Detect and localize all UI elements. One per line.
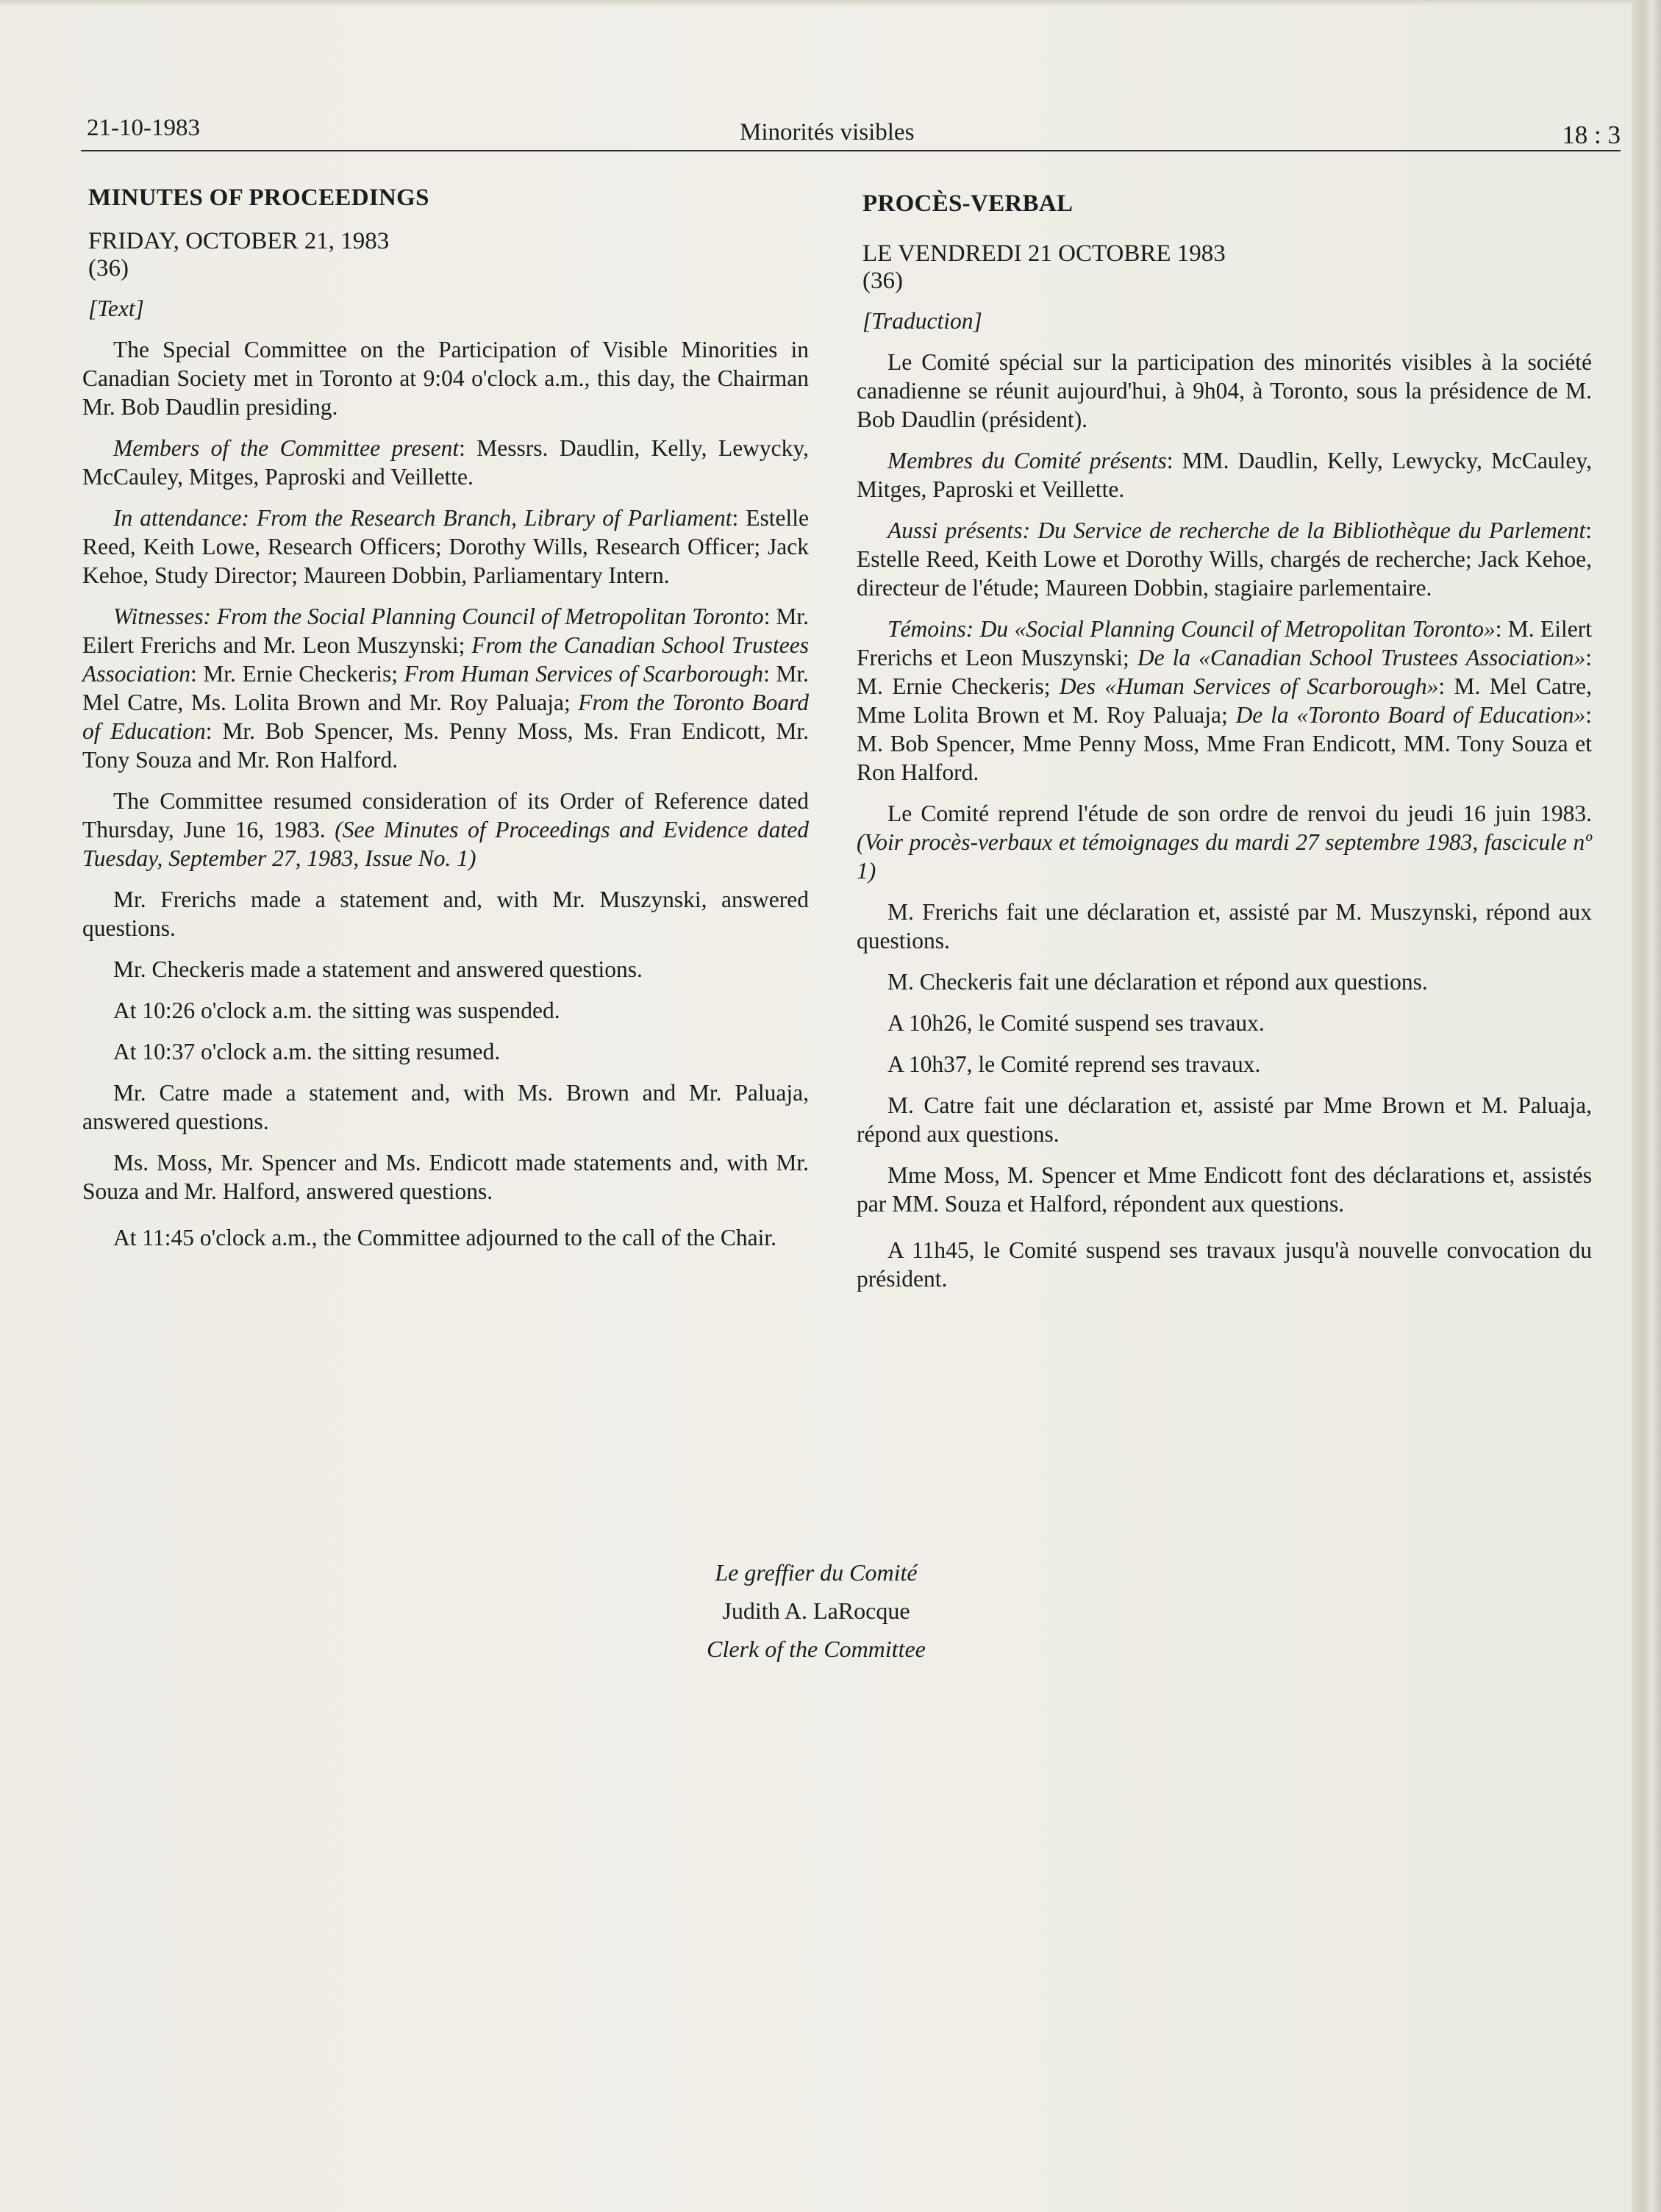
attendance-org: : From the Research Branch, Library of Parliament <box>241 505 732 531</box>
witnesses-paragraph <box>857 615 1592 787</box>
proceeding-paragraph: Mme Moss, M. Spencer et Mme Endicott font des déclarations et, assistés par MM. Souza et Halford, répondent aux questions. <box>857 1162 1592 1217</box>
witness-org-4: De la «Toronto Board of Education» <box>1235 702 1586 728</box>
proces-verbal-heading: PROCÈS-VERBAL <box>862 190 1074 217</box>
clerk-name: Judith A. LaRocque <box>722 1597 910 1624</box>
witness-names-1: : M. Eilert Frerichs et Leon Muszynski; <box>857 616 1593 670</box>
witness-names-3: : Mr. Mel Catre, Ms. Lolita Brown and Mr. Roy Paluaja; <box>82 661 809 715</box>
witness-names-2: : Mr. Ernie Checkeris; <box>190 661 404 687</box>
attendance-label: In attendance <box>113 505 242 531</box>
date-line-text: LE VENDREDI 21 OCTOBRE 1983 <box>862 240 1226 267</box>
attendance-text: : Estelle Reed, Keith Lowe, Research Officers; Dorothy Wills, Research Officer; Jack Kehoe, Study Director; Maureen Dobbin, Parliamentary Intern. <box>82 505 809 588</box>
members-present-paragraph <box>82 434 809 491</box>
date-line <box>88 228 809 282</box>
members-present-label: Membres du Comité présents <box>887 448 1167 473</box>
order-of-reference-paragraph <box>857 799 1592 885</box>
opening-paragraph: Le Comité spécial sur la participation des minorités visibles à la société canadienne se réunit aujourd'hui, à 9h04, à Toronto, sous la présidence de M. Bob Daudlin (président). <box>857 349 1592 432</box>
language-marker: [Text] <box>88 296 144 321</box>
header-title: Minorités visibles <box>740 119 915 146</box>
order-of-reference-citation: (Voir procès-verbaux et témoignages du mardi 27 septembre 1983, fascicule nº 1) <box>857 829 1592 884</box>
clerk-title-french: Le greffier du Comité <box>715 1559 918 1586</box>
order-of-reference-text: Le Comité reprend l'étude de son ordre de renvoi du jeudi 16 juin 1983. <box>887 801 1592 826</box>
witnesses-label: Witnesses <box>113 604 204 629</box>
sitting-number: (36) <box>88 255 129 282</box>
header-rule <box>81 150 1621 151</box>
page-right-edge <box>1632 0 1661 2212</box>
adjournment-paragraph: At 11:45 o'clock a.m., the Committee adjourned to the call of the Chair. <box>113 1225 777 1250</box>
witness-org-2: From the Canadian School Trustees Association <box>82 632 809 687</box>
witness-org-3: Des «Human Services of Scarborough» <box>1059 673 1439 699</box>
members-present-label: Members of the Committee present <box>113 435 460 461</box>
proceeding-paragraph: Mr. Checkeris made a statement and answered questions. <box>113 956 643 982</box>
order-of-reference-text: The Committee resumed consideration of its Order of Reference dated Thursday, June 16, 1983. <box>82 788 809 842</box>
date-line <box>862 240 1592 295</box>
page-header <box>81 109 1621 153</box>
proceeding-paragraph: At 10:37 o'clock a.m. the sitting resumed. <box>113 1039 501 1064</box>
witnesses-label: Témoins <box>887 616 966 642</box>
order-of-reference-paragraph <box>82 787 809 873</box>
witness-org-1: : From the Social Planning Council of Metropolitan Toronto <box>203 604 764 629</box>
witness-names-4: : M. Bob Spencer, Mme Penny Moss, Mme Fran Endicott, MM. Tony Souza et Ron Halford. <box>857 702 1593 785</box>
clerk-title-english: Clerk of the Committee <box>707 1636 926 1662</box>
witness-names-1: : Mr. Eilert Frerichs and Mr. Leon Muszynski; <box>82 604 809 658</box>
sitting-number: (36) <box>862 268 903 294</box>
witness-org-1: : Du «Social Planning Council of Metropolitan Toronto» <box>965 616 1496 642</box>
header-page-number: 18 : 3 <box>1562 121 1621 149</box>
minutes-heading: MINUTES OF PROCEEDINGS <box>88 185 429 211</box>
attendance-paragraph <box>857 516 1592 602</box>
attendance-label: Aussi présents <box>887 518 1023 543</box>
header-date: 21-10-1983 <box>87 115 200 141</box>
proceeding-paragraph: Mr. Catre made a statement and, with Ms. Brown and Mr. Paluaja, answered questions. <box>82 1080 809 1134</box>
members-present-paragraph <box>857 446 1592 504</box>
members-present-text: : MM. Daudlin, Kelly, Lewycky, McCauley, Mitges, Paproski et Veillette. <box>857 448 1592 502</box>
proceeding-paragraph: Mr. Frerichs made a statement and, with Mr. Muszynski, answered questions. <box>82 887 809 941</box>
witnesses-paragraph <box>82 602 809 774</box>
attendance-org: : Du Service de recherche de la Bibliothèque du Parlement <box>1022 518 1586 543</box>
proceeding-paragraph: M. Checkeris fait une déclaration et répond aux questions. <box>887 969 1428 995</box>
french-column <box>857 190 1592 1306</box>
witness-names-2: : M. Ernie Checkeris; <box>857 645 1592 699</box>
witness-names-4: : Mr. Bob Spencer, Ms. Penny Moss, Ms. Fran Endicott, Mr. Tony Souza and Mr. Ron Halford. <box>82 718 809 773</box>
witness-org-3: From Human Services of Scarborough <box>404 661 764 687</box>
proceeding-paragraph: M. Frerichs fait une déclaration et, assisté par M. Muszynski, répond aux questions. <box>857 899 1592 953</box>
page-top-edge <box>0 0 1661 7</box>
order-of-reference-citation: (See Minutes of Proceedings and Evidence dated Tuesday, September 27, 1983, Issue No. 1) <box>82 817 810 871</box>
members-present-text: : Messrs. Daudlin, Kelly, Lewycky, McCauley, Mitges, Paproski and Veillette. <box>82 435 809 490</box>
witness-names-3: : M. Mel Catre, Mme Lolita Brown et M. Roy Paluaja; <box>857 673 1592 728</box>
date-line-text: FRIDAY, OCTOBER 21, 1983 <box>88 228 390 254</box>
witness-org-2: De la «Canadian School Trustees Association» <box>1137 645 1586 670</box>
proceeding-paragraph: M. Catre fait une déclaration et, assisté par Mme Brown et M. Paluaja, répond aux questions. <box>857 1092 1592 1147</box>
signature-block <box>559 1556 1074 1670</box>
proceeding-paragraph: A 10h37, le Comité reprend ses travaux. <box>887 1051 1261 1077</box>
witness-org-4: From the Toronto Board of Education <box>82 690 809 744</box>
attendance-text: : Estelle Reed, Keith Lowe et Dorothy Wills, chargés de recherche; Jack Kehoe, directeur de l'étude; Maureen Dobbin, stagiaire parlementaire. <box>857 518 1592 601</box>
proceeding-paragraph: At 10:26 o'clock a.m. the sitting was suspended. <box>113 998 560 1023</box>
adjournment-paragraph: A 11h45, le Comité suspend ses travaux jusqu'à nouvelle convocation du président. <box>857 1237 1592 1292</box>
proceeding-paragraph: Ms. Moss, Mr. Spencer and Ms. Endicott made statements and, with Mr. Souza and Mr. Halford, answered questions. <box>82 1150 809 1204</box>
opening-paragraph: The Special Committee on the Participation of Visible Minorities in Canadian Society met in Toronto at 9:04 o'clock a.m., this day, the Chairman Mr. Bob Daudlin presiding. <box>82 337 809 420</box>
proceeding-paragraph: A 10h26, le Comité suspend ses travaux. <box>887 1010 1265 1036</box>
language-marker: [Traduction] <box>862 308 982 334</box>
attendance-paragraph <box>82 504 809 590</box>
english-column <box>82 184 809 1264</box>
